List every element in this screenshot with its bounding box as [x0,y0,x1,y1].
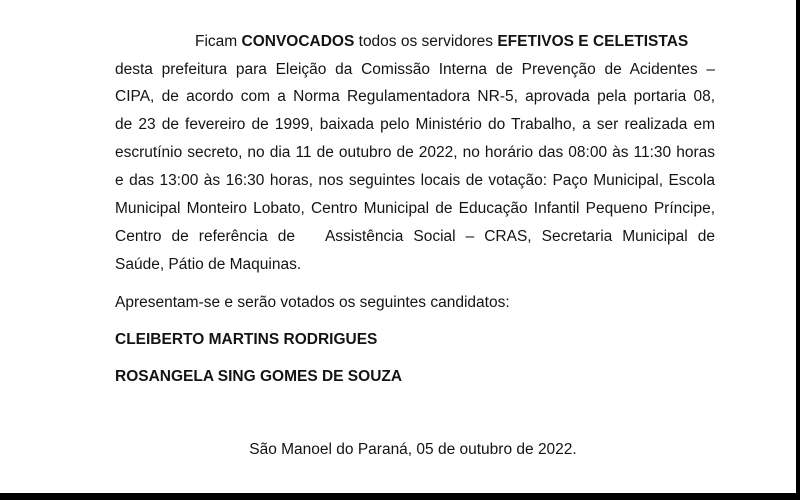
candidate-name-2-text: ROSANGELA SING GOMES DE SOUZA [115,368,403,385]
candidate-name-1-text: CLEIBERTO MARTINS RODRIGUES [115,331,378,348]
candidates-intro: Apresentam-se e serão votados os seguintes candidatos: [115,294,510,311]
paragraph-line-4: de 23 de fevereiro de 1999, baixada pelo Ministério do Trabalho, a ser realizada em [115,116,715,133]
paragraph-line-6: e das 13:00 às 16:30 horas, nos seguintes locais de votação: Paço Municipal, Escola [115,172,715,189]
paragraph-line-1 [195,33,688,51]
candidate-name-2 [115,368,402,386]
candidate-name-1 [115,331,377,349]
text-ficam: Ficam [195,33,242,50]
paragraph-line-3: CIPA, de acordo com a Norma Regulamentadora NR-5, aprovada pela portaria 08, [115,88,715,105]
paragraph-line-2: desta prefeitura para Eleição da Comissão Interna de Prevenção de Acidentes – [115,61,715,78]
text-assistencia-social: Assistência Social – CRAS, Secretaria Municipal de [324,228,715,245]
paragraph-line-9: Saúde, Pátio de Maquinas. [115,256,302,273]
text-todos-os-servidores: todos os servidores [354,33,498,50]
text-centro-de-referencia: Centro de referência de [115,228,295,245]
paragraph-line-8 [115,228,715,246]
text-efetivos-e-celetistas: EFETIVOS E CELETISTAS [497,33,689,50]
paragraph-line-5: escrutínio secreto, no dia 11 de outubro de 2022, no horário das 08:00 às 11:30 horas [115,144,715,161]
place-and-date: São Manoel do Paraná, 05 de outubro de 2022. [249,441,577,458]
text-convocados: CONVOCADOS [241,33,355,50]
paragraph-line-7: Municipal Monteiro Lobato, Centro Municipal de Educação Infantil Pequeno Príncipe, [115,200,715,217]
